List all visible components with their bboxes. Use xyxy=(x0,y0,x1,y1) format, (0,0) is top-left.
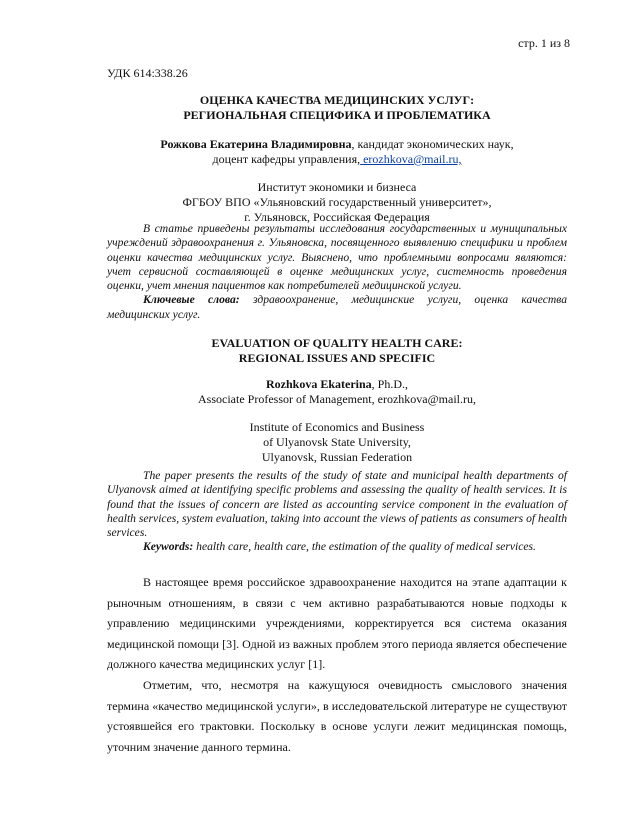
title-en-line2: REGIONAL ISSUES AND SPECIFIC xyxy=(238,351,436,365)
title-ru-line2: РЕГИОНАЛЬНАЯ СПЕЦИФИКА И ПРОБЛЕМАТИКА xyxy=(183,108,491,122)
author-info-english xyxy=(107,377,567,407)
institution-english xyxy=(107,420,567,465)
institution-en-line2: of Ulyanovsk State University, xyxy=(263,435,411,449)
author-email-link[interactable]: erozhkova@mail.ru, xyxy=(360,152,462,166)
author-info-russian xyxy=(107,137,567,167)
abstract-en-text: The paper presents the results of the study of state and municipal health departments of Ulyanovsk aimed at identifying specific problems and assessing the quality of health services. It is found that the issues of concern are listed as accounting service component in the evaluation of health services, system evaluation, taking into account the views of patients as consumers of health services. xyxy=(107,469,567,540)
author-degree-en: , Ph.D., xyxy=(371,377,409,391)
institution-ru-line2: ФГБОУ ВПО «Ульяновский государственный университет», xyxy=(182,195,492,209)
keywords-en xyxy=(107,540,567,554)
author-position-ru: доцент кафедры управления, xyxy=(212,152,361,166)
institution-en-line1: Institute of Economics and Business xyxy=(249,420,425,434)
abstract-ru-text: В статье приведены результаты исследования государственных и муниципальных учреждений здравоохранения г. Ульяновска, посвященного выявлению специфики и проблем оценки качества медицинских услуг. Выяснено, что проблемными вопросами являются: учет сервисной составляющей в оценке медицинских услуг, системность проведения оценки, учет мнения пациентов как потребителей медицинской услуги. xyxy=(107,222,567,293)
keywords-ru-label: Ключевые слова: xyxy=(143,293,240,307)
institution-ru-line3: г. Ульяновск, Российская Федерация xyxy=(244,210,430,224)
abstract-english xyxy=(107,469,567,555)
body-paragraph-1: В настоящее время российское здравоохранение находится на этапе адаптации к рыночным отношениям, в связи с чем активно разрабатываются новые подходы к управлению медицинскими учреждениями, корректируется вся система оказания медицинской помощи [3]. Одной из важных проблем этого периода является обеспечение должного качества медицинских услуг [1]. xyxy=(107,575,567,672)
title-russian xyxy=(107,93,567,123)
udk-code: УДК 614:338.26 xyxy=(107,66,188,80)
keywords-ru xyxy=(107,293,567,322)
institution-en-line3: Ulyanovsk, Russian Federation xyxy=(261,450,413,464)
article-body xyxy=(107,572,567,757)
keywords-en-label: Keywords: xyxy=(143,540,194,554)
institution-ru-line1: Институт экономики и бизнеса xyxy=(257,180,417,194)
keywords-en-text: health care, health care, the estimation of the quality of medical services. xyxy=(193,540,536,554)
page-number: стр. 1 из 8 xyxy=(518,36,570,50)
institution-russian xyxy=(107,180,567,225)
title-english xyxy=(107,336,567,366)
abstract-russian xyxy=(107,222,567,322)
keywords-ru-text: здравоохранение, медицинские услуги, оценка качества медицинских услуг. xyxy=(107,293,567,321)
title-ru-line1: ОЦЕНКА КАЧЕСТВА МЕДИЦИНСКИХ УСЛУГ: xyxy=(199,93,475,107)
author-position-en: Associate Professor of Management, erozhkova@mail.ru, xyxy=(198,392,476,406)
title-en-line1: EVALUATION OF QUALITY HEALTH CARE: xyxy=(211,336,463,350)
author-degree-ru: , кандидат экономических наук, xyxy=(351,137,514,151)
author-name-ru: Рожкова Екатерина Владимировна xyxy=(160,137,352,151)
author-name-en: Rozhkova Ekaterina xyxy=(265,377,372,391)
body-paragraph-2: Отметим, что, несмотря на кажущуюся очевидность смыслового значения термина «качество медицинской услуги», в исследовательской литературе не существуют устоявшейся его трактовки. Поскольку в основе услуги лежит медицинская помощь, уточним значение данного термина. xyxy=(107,677,567,754)
